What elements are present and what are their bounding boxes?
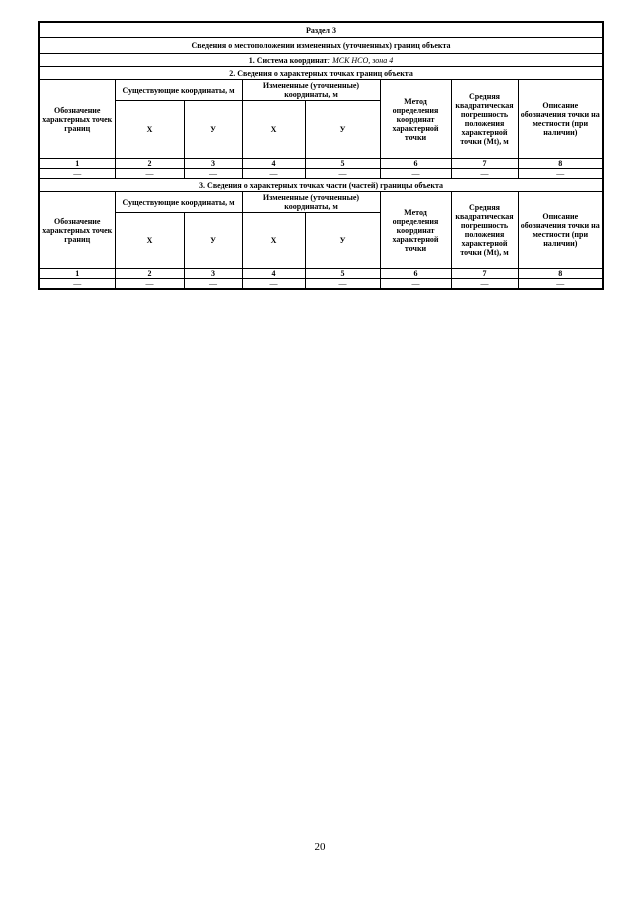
table-cell: — (242, 279, 305, 290)
column-number: 2 (115, 269, 184, 279)
page-number: 20 (314, 841, 326, 853)
column-number: 3 (184, 159, 242, 169)
table-cell: — (115, 169, 184, 179)
header-existing-x: X (115, 101, 184, 159)
header-changed-x: X (242, 101, 305, 159)
table-cell: — (518, 169, 603, 179)
table-cell: — (380, 279, 451, 290)
header-changed-x: X (242, 213, 305, 269)
column-number: 4 (242, 159, 305, 169)
header-changed-coords: Измененные (уточненные) координаты, м (242, 192, 380, 213)
section-subtitle: Сведения о местоположении измененных (уточненных) границ объекта (39, 38, 603, 54)
column-number: 1 (39, 159, 115, 169)
header-method: Метод определения координат характерной точки (380, 80, 451, 159)
table-cell: — (242, 169, 305, 179)
coord-system-value: : МСК НСО, зона 4 (327, 55, 394, 65)
table-cell: — (184, 169, 242, 179)
table-row (39, 279, 603, 290)
table-cell: — (451, 279, 518, 290)
column-number: 7 (451, 269, 518, 279)
header-existing-y: У (184, 213, 242, 269)
header-existing-coords: Существующие координаты, м (115, 80, 242, 101)
table-cell: — (305, 169, 380, 179)
table-cell: — (115, 279, 184, 290)
section-3-form (38, 21, 602, 290)
header-changed-coords: Измененные (уточненные) координаты, м (242, 80, 380, 101)
header-rms-error: Средняя квадратическая погрешность положения характерной точки (Mt), м (451, 80, 518, 159)
column-number: 6 (380, 159, 451, 169)
column-number: 2 (115, 159, 184, 169)
table-row (39, 169, 603, 179)
column-number: 5 (305, 159, 380, 169)
table-cell: — (518, 279, 603, 290)
column-number: 8 (518, 269, 603, 279)
table-3-heading: 3. Сведения о характерных точках части (частей) границы объекта (39, 179, 603, 192)
header-designation: Обозначение характерных точек границ (39, 80, 115, 159)
table-2-heading: 2. Сведения о характерных точках границ объекта (39, 67, 603, 80)
column-number: 4 (242, 269, 305, 279)
header-method: Метод определения координат характерной точки (380, 192, 451, 269)
table-cell: — (184, 279, 242, 290)
table-cell: — (39, 169, 115, 179)
header-description: Описание обозначения точки на местности (при наличии) (518, 192, 603, 269)
coord-system-row (39, 54, 603, 67)
column-number: 8 (518, 159, 603, 169)
header-changed-y: У (305, 213, 380, 269)
table-cell: — (305, 279, 380, 290)
table-cell: — (39, 279, 115, 290)
header-existing-x: X (115, 213, 184, 269)
column-number-row (39, 269, 603, 279)
section-title: Раздел 3 (39, 22, 603, 38)
header-changed-y: У (305, 101, 380, 159)
header-existing-coords: Существующие координаты, м (115, 192, 242, 213)
boundary-table (38, 21, 604, 290)
header-designation: Обозначение характерных точек границ (39, 192, 115, 269)
column-number: 3 (184, 269, 242, 279)
column-number: 5 (305, 269, 380, 279)
header-description: Описание обозначения точки на местности (при наличии) (518, 80, 603, 159)
coord-system-label: 1. Система координат (248, 55, 328, 65)
table-cell: — (380, 169, 451, 179)
column-number: 1 (39, 269, 115, 279)
table-cell: — (451, 169, 518, 179)
header-rms-error: Средняя квадратическая погрешность положения характерной точки (Mt), м (451, 192, 518, 269)
column-number: 6 (380, 269, 451, 279)
column-number-row (39, 159, 603, 169)
column-number: 7 (451, 159, 518, 169)
header-existing-y: У (184, 101, 242, 159)
